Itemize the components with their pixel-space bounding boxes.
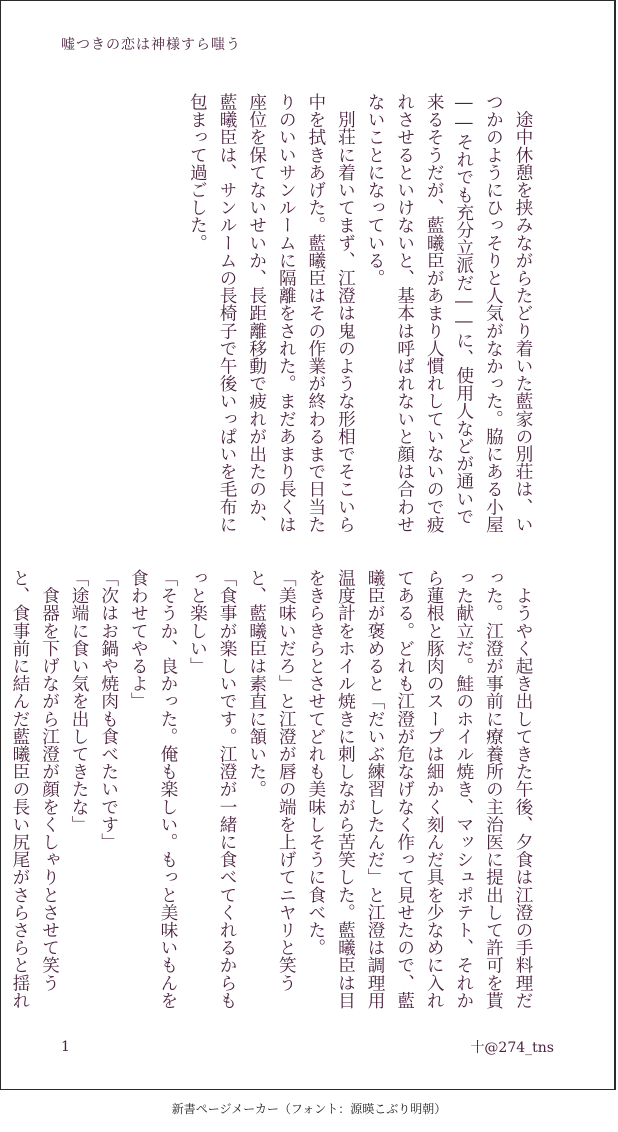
paragraph: 別荘に着いてまず、江澄は鬼のような形相でそこいら中を拭きあげた。藍曦臣はその作業が終わるまで日当たりのいいサンルームに隔離をされた。まだあまり長くは座位を保てないせいか、長距離移動で疲れが出たのか、藍曦臣は、サンルームの長椅子で午後いっぱいを毛布に包まって過ごした。: [187, 93, 356, 533]
page-number: 1: [61, 1039, 70, 1055]
maker-footer: 新書ページメーカー（フォント：源暎こぶり明朝）: [171, 1102, 447, 1116]
text-block-top: [177, 93, 537, 533]
text-block-bottom: [9, 569, 537, 1009]
paragraph: 「次はお鍋や焼肉も食べたいです」: [98, 569, 119, 851]
paragraph: 食器を下げながら江澄が顔をくしゃりとさせて笑うと、食事前に結んだ藍曦臣の長い尻尾がさらさらと揺れ: [9, 569, 60, 1009]
author-credit: 十@274_tns: [470, 1040, 554, 1056]
paragraph: 「美味いだろ」と江澄が唇の端を上げてニヤリと笑うと、藍曦臣は素直に頷いた。: [246, 569, 297, 992]
paragraph: ようやく起き出してきた午後、夕食は江澄の手料理だった。江澄が事前に療養所の主治医に提出して許可を貰った献立だ。鮭のホイル焼き、マッシュポテト、それから蓮根と豚肉のスープは細かく刻んだ具を少なめに入れてある。どれも江澄が危なげなく作って見せたので、藍曦臣が褒めると「だいぶ練習したんだ」と江澄は調理用温度計をホイル焼きに刺しながら苦笑した。藍曦臣は目をきらきらとさせてどれも美味しそうに食べた。: [305, 569, 533, 1009]
page-title: 嘘つきの恋は神様すら嗤う: [61, 37, 241, 53]
paragraph: 「食事が楽しいです。江澄が一緒に食べてくれるからもっと楽しい」: [187, 569, 238, 1009]
paragraph: 途中休憩を挟みながらたどり着いた藍家の別荘は、いつかのようにひっそりと人気がなかった。脇にある小屋――それでも充分立派だ――に、使用人などが通いで来るそうだが、藍曦臣があまり人慣れしていないので疲れさせるといけないと、基本は呼ばれないと顔は合わせないことになっている。: [365, 93, 533, 533]
paragraph: 「そうか、良かった。俺も楽しい。もっと美味いもんを食わせてやるよ」: [128, 569, 178, 1009]
paragraph: 「途端に食い気を出してきたな」: [69, 569, 90, 833]
